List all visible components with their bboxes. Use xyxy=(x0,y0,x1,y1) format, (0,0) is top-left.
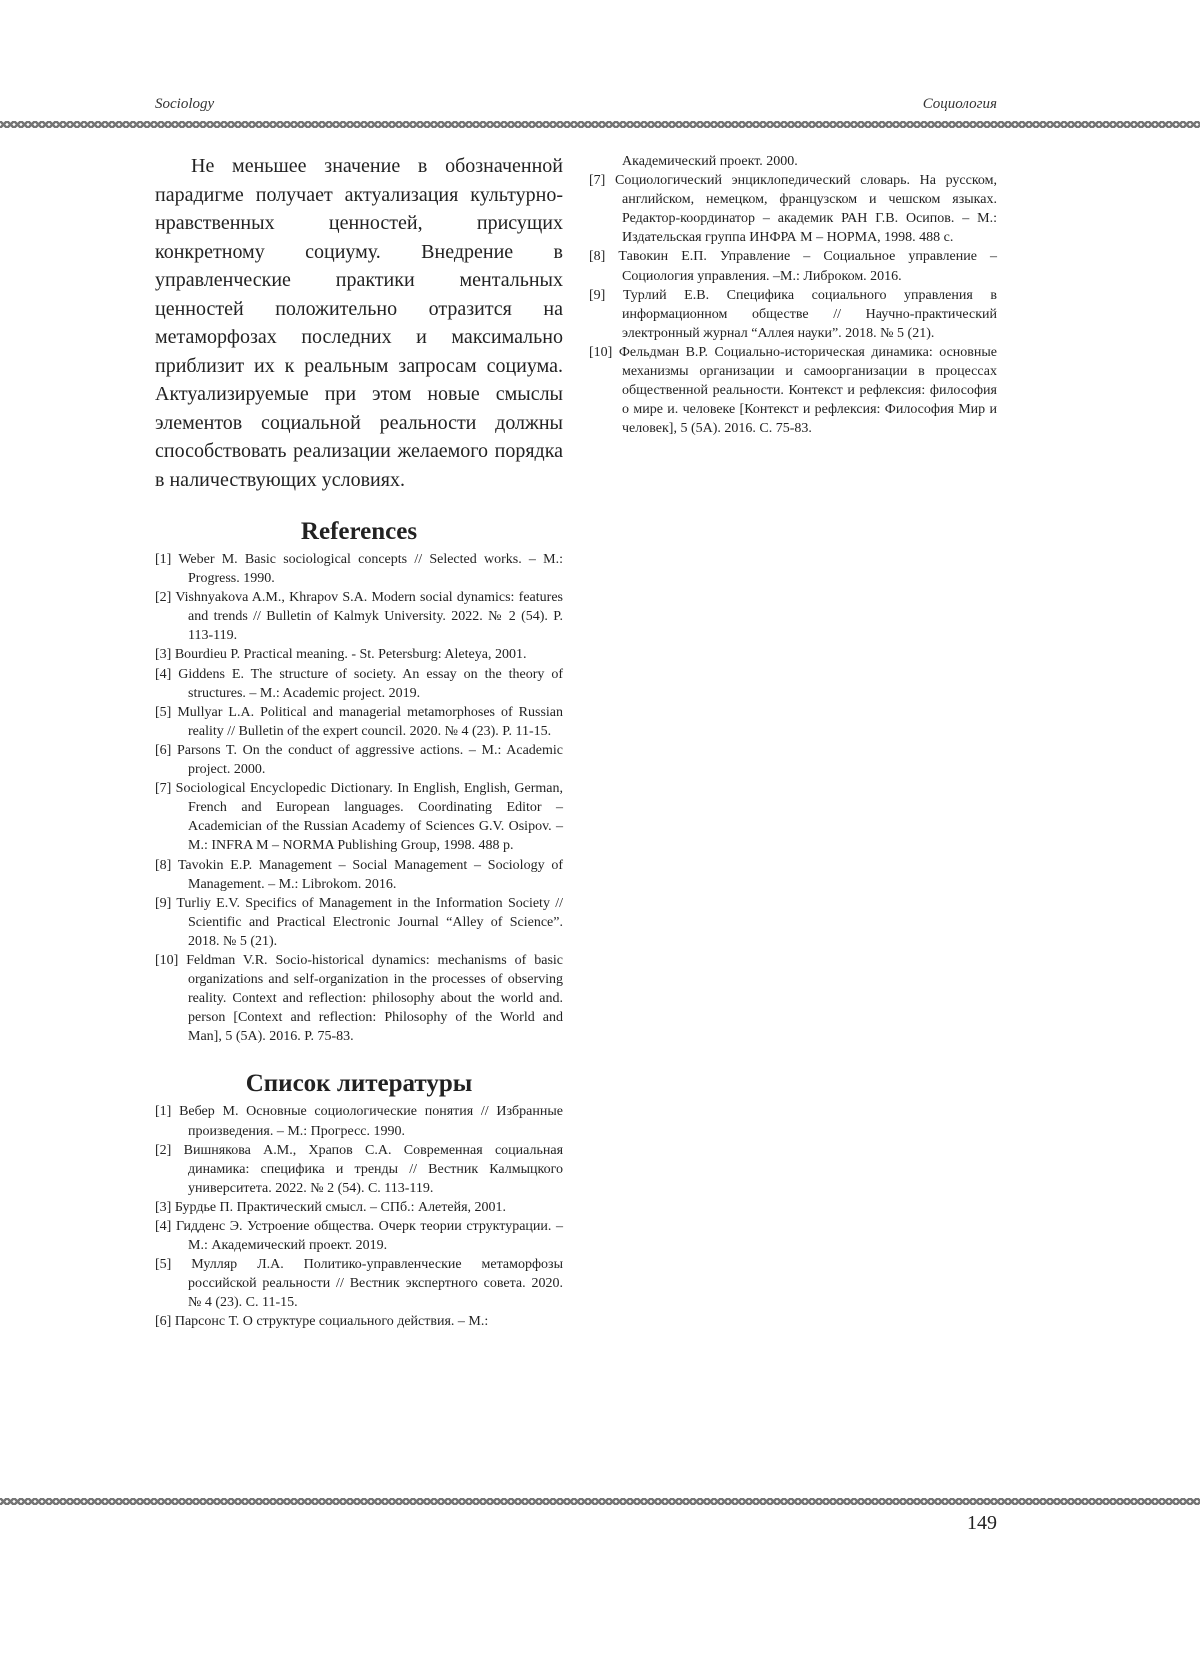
references-heading: References xyxy=(300,518,418,545)
page-number: 149 xyxy=(967,1512,997,1534)
spisok-item: [8] Тавокин Е.П. Управление – Социальное управление – Социология управления. –М.: Либроком. 2016. xyxy=(589,249,998,284)
reference-item: [3] Bourdieu P. Practical meaning. - St. Petersburg: Aleteya, 2001. xyxy=(155,647,527,663)
reference-item: [2] Vishnyakova A.M., Khrapov S.A. Modern social dynamics: features and trends // Bulletin of Kalmyk University. 2022. № 2 (54). P. 113-119. xyxy=(155,590,563,644)
spisok-item: [6] Парсонс Т. О структуре социального действия. – М.: xyxy=(155,1314,489,1330)
header-ornament-divider xyxy=(0,121,1200,128)
reference-item: [7] Sociological Encyclopedic Dictionary. In English, English, German, French and European languages. Coordinating Editor – Academician of the Russian Academy of Sciences G.V. Osipov. – M.: INFRA M – NORMA Publishing Group, 1998. 488 p. xyxy=(155,781,564,854)
spisok-item-continuation: Академический проект. 2000. xyxy=(622,154,798,169)
spisok-item: [10] Фельдман В.Р. Социально-историческая динамика: основные механизмы организации и самоорганизации в процессах общественной реальности. Контекст и рефлексия: философия о мире и. человеке [Контекст и рефлексия: Философия Мир и человек], 5 (5А). 2016. С. 75-83. xyxy=(589,344,998,437)
reference-item: [8] Tavokin E.P. Management – Social Management – Sociology of Management. – M.: Librokom. 2016. xyxy=(155,857,563,892)
running-head-left: Sociology xyxy=(155,96,215,112)
reference-item: [5] Mullyar L.A. Political and managerial metamorphoses of Russian reality // Bulletin of the expert council. 2020. № 4 (23). P. 11-15. xyxy=(155,704,563,739)
reference-item: [1] Weber M. Basic sociological concepts // Selected works. – M.: Progress. 1990. xyxy=(155,552,564,587)
reference-item: [9] Turliy E.V. Specifics of Management in the Information Society // Scientific and Practical Electronic Journal “Alley of Science”. 2018. № 5 (21). xyxy=(155,895,564,949)
references-list xyxy=(155,550,563,1046)
spisok-item: [2] Вишнякова А.М., Храпов С.А. Современная социальная динамика: специфика и тренды // Вестник Калмыцкого университета. 2022. № 2 (54). С. 113-119. xyxy=(155,1142,564,1196)
spisok-list-continued xyxy=(589,152,997,438)
spisok-item: [9] Турлий Е.В. Специфика социального управления в информационном обществе // Научно-практический электронный журнал “Аллея науки”. 2018. № 5 (21). xyxy=(589,287,998,341)
right-column xyxy=(589,152,997,438)
footer-ornament-divider xyxy=(0,1498,1200,1505)
reference-item: [10] Feldman V.R. Socio-historical dynamics: mechanisms of basic organizations and self-organization in the processes of observing reality. Context and reflection: philosophy about the world and. person [Context and reflection: Philosophy of the World and Man], 5 (5A). 2016. P. 75-83. xyxy=(155,952,563,1045)
spisok-list xyxy=(155,1102,563,1331)
spisok-item: [5] Мулляр Л.А. Политико-управленческие метаморфозы российской реальности // Вестник экспертного совета. 2020. № 4 (23). С. 11-15. xyxy=(155,1257,563,1311)
spisok-literatury-heading: Список литературы xyxy=(245,1070,473,1098)
reference-item: [6] Parsons T. On the conduct of aggressive actions. – M.: Academic project. 2000. xyxy=(155,742,564,778)
spisok-item: [4] Гидденс Э. Устроение общества. Очерк теории структурации. – М.: Академический проект. 2019. xyxy=(155,1219,564,1254)
running-head-right: Социология xyxy=(922,96,997,112)
left-column xyxy=(155,152,563,1332)
spisok-item: [3] Бурдье П. Практический смысл. – СПб.: Алетейя, 2001. xyxy=(155,1199,507,1215)
spisok-item: [7] Социологический энциклопедический словарь. На русском, английском, немецком, французском и чешском языках. Редактор-координатор – академик РАН Г.В. Осипов. – М.: Издательская группа ИНФРА М – НОРМА, 1998. 488 с. xyxy=(589,173,998,246)
spisok-item: [1] Вебер М. Основные социологические понятия // Избранные произведения. – М.: Прогресс. 1990. xyxy=(155,1104,564,1139)
body-paragraph: Не меньшее значение в обозначенной парадигме получает актуализация культурно-нравственных ценностей, присущих конкретному социуму. Внедрение в управленческие практики ментальных ценностей положительно отразится на метаморфозах последних и максимально приблизит их к реальным запросам социума. Актуализируемые при этом новые смыслы элементов социальной реальности должны способствовать реализации желаемого порядка в наличествующих условиях. xyxy=(155,155,563,491)
reference-item: [4] Giddens E. The structure of society. An essay on the theory of structures. – M.: Academic project. 2019. xyxy=(155,666,564,701)
